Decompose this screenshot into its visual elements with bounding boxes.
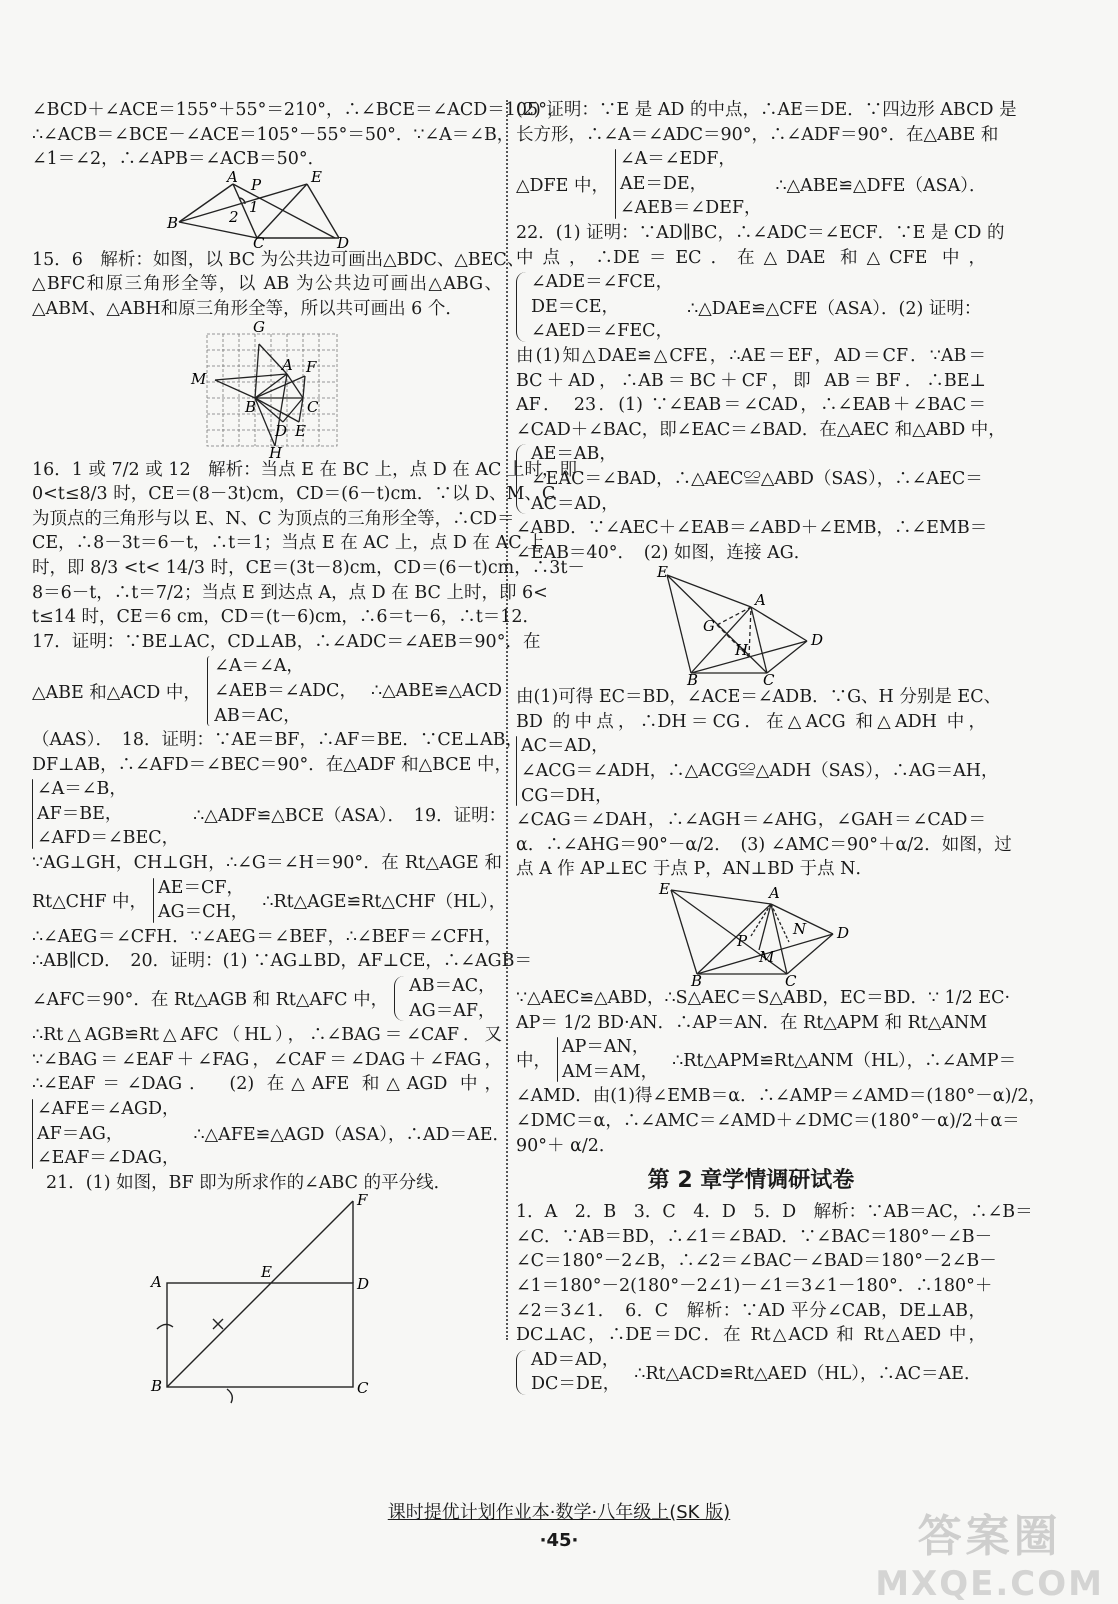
text-line: （AAS）． 18．证明：∵AE＝BF，∴AF＝BE．∵CE⊥AB， [32, 730, 523, 751]
fig-label: F [306, 357, 317, 376]
text-line: △BFC和原三角形全等，以 AB 为公共边可画出△ABG、 [32, 274, 502, 295]
fig-label: A [282, 355, 293, 374]
condition: AP＝AN， [562, 1037, 650, 1058]
figure-21 [147, 1191, 387, 1398]
text-line: 由(1)知△DAE≌△CFE，∴AE＝EF，AD＝CF．∵AB＝ [516, 345, 986, 366]
fig-label: C [253, 233, 265, 252]
text-line: ∵△AEC≌△ABD，∴S△AEC＝S△ABD，EC＝BD．∵ 1/2 EC· [516, 988, 1011, 1009]
text-fragment: △DFE 中， [516, 175, 609, 196]
equation-system [516, 442, 986, 516]
text-line: ∵AG⊥GH，CH⊥GH，∴∠G＝∠H＝90°．在 Rt△AGE 和 [32, 853, 502, 874]
condition: AB＝AC， [214, 705, 301, 726]
fig-label: E [311, 167, 322, 186]
conclusion: ∴△ADF≌△BCE（ASA）． 19．证明： [193, 805, 507, 826]
text-line: △ABM、△ABH和原三角形全等，所以共可画出 6 个． [32, 298, 463, 319]
text-line: α．∴∠AHG＝90°－α/2． (3) ∠AMC＝90°＋α/2．如图，过 [516, 834, 1012, 855]
equation-system [32, 777, 507, 851]
condition: ∠AFD＝∠BEC， [37, 828, 180, 849]
equation-system [32, 876, 507, 925]
text-line: 时，即 8/3 <t< 14/3 时，CE＝(3t－8)cm，CD＝(6－t)cm，∴3t－ [32, 557, 585, 578]
watermark-logo [875, 1500, 1104, 1604]
fig-label: D [357, 1275, 370, 1294]
text-line: 90°＋ α/2． [516, 1135, 617, 1156]
fig-label: D [275, 421, 288, 440]
condition: AG＝CH， [158, 902, 249, 923]
fig-label: C [763, 671, 775, 690]
section-title: 第 2 章学情调研试卷 [647, 1168, 855, 1194]
fig-label: B [151, 1377, 163, 1396]
text-line: ∠BCD＋∠ACE＝155°＋55°＝210°，∴∠BCE＝∠ACD＝105°， [32, 100, 565, 120]
brace [516, 272, 527, 342]
condition: ∠AFE＝∠AGD， [37, 1099, 180, 1119]
condition: AM＝AM， [562, 1061, 659, 1082]
conclusion: ∴Rt△ACD≌Rt△AED（HL），∴AC＝AE． [634, 1363, 982, 1384]
text-line: 点 A 作 AP⊥EC 于点 P，AN⊥BD 于点 N． [516, 859, 873, 880]
text-line: DC⊥AC，∴DE＝DC．在 Rt△ACD 和 Rt△AED 中， [516, 1325, 986, 1346]
brace [153, 878, 154, 923]
condition: AC＝AD， [531, 493, 619, 514]
text-line: ∵∠BAG＝∠EAF＋∠FAG，∠CAF＝∠DAG＋∠FAG， [32, 1049, 502, 1070]
text-line: (2) 证明：∵E 是 AD 的中点，∴AE＝DE．∵四边形 ABCD 是 [516, 100, 1017, 120]
condition: AE＝DE， [619, 173, 708, 194]
condition: AD＝AD， [531, 1349, 620, 1370]
text-line: 1．A 2．B 3．C 4．D 5．D 解析：∵AB＝AC，∴∠B＝ [516, 1202, 1033, 1223]
equation-system [516, 147, 986, 221]
equation-system [32, 654, 502, 728]
conclusion: ∴Rt△AGE≌Rt△CHF（HL）， [262, 891, 507, 912]
fig-label: D [811, 631, 824, 650]
fig-label: B [167, 213, 179, 232]
fig-label: D [337, 233, 350, 252]
brace [516, 444, 527, 514]
equation-system [516, 1348, 986, 1397]
fig-label: C [307, 397, 319, 416]
text-line: CE，∴8－3t＝6－t，∴t＝1；当点 E 在 AC 上，点 D 在 AC 上 [32, 533, 545, 554]
equation-system [32, 974, 502, 1023]
brace [32, 1099, 33, 1169]
text-line: ∴Rt△AGB≌Rt△AFC（HL），∴∠BAG＝∠CAF．又 [32, 1025, 502, 1046]
condition: DC＝DE， [531, 1374, 621, 1395]
condition: ∠AEB＝∠ADC， [214, 680, 357, 701]
fig-label: E [295, 421, 306, 440]
text-line: AF． 23．(1) ∵∠EAB＝∠CAD，∴∠EAB＋∠BAC＝ [516, 395, 986, 416]
text-fragment: 中， [516, 1051, 551, 1072]
condition: AB＝AC， [409, 976, 496, 997]
equation-system [32, 1097, 511, 1171]
text-line: ∠DMC＝α，∴∠AMC＝∠AMD＋∠DMC＝(180°－α)/2＋α＝ [516, 1111, 1020, 1131]
condition: AC＝AD， [521, 736, 609, 757]
conclusion: ∴Rt△APM≌Rt△ANM（HL），∴∠AMP＝ [672, 1051, 1017, 1072]
figure-23a [651, 563, 851, 690]
fig-label: B [691, 972, 703, 991]
condition: ∠A＝∠EDF， [619, 149, 736, 170]
brace [32, 779, 33, 849]
text-line: BC＋AD，∴AB＝BC＋CF，即 AB＝BF．∴BE⊥ [516, 370, 986, 391]
condition: DE＝CE， [531, 296, 619, 317]
fig-label: D [837, 924, 850, 943]
text-line: ∠1＝180°－2(180°－2∠1)－∠1＝3∠1－180°．∴180°＋ [516, 1275, 993, 1296]
page-number: ·45· [539, 1530, 579, 1551]
figure-15-grid [187, 317, 347, 462]
text-line: 16．1 或 7/2 或 12 解析：当点 E 在 BC 上，点 D 在 AC 上时，即 [32, 459, 577, 480]
fig-label: E [261, 1263, 272, 1282]
condition: AF＝AG， [37, 1123, 124, 1144]
brace [207, 656, 210, 726]
condition: AE＝AB， [531, 444, 617, 465]
book-title: 课时提优计划作业本·数学·八年级上(SK 版) [387, 1502, 731, 1523]
fig-label: M [191, 369, 207, 388]
text-line: 长方形，∴∠A＝∠ADC＝90°，∴∠ADF＝90°．在△ABE 和 [516, 124, 999, 145]
brace [615, 149, 616, 219]
column-divider [506, 100, 508, 1340]
condition: ∠ADE＝∠FCE， [531, 272, 674, 293]
text-line: BD 的中点，∴DH＝CG．在△ACG 和△ADH 中， [516, 711, 986, 732]
fig-label: A [755, 591, 766, 610]
text-line: ∠C．∵AB＝BD，∴∠1＝∠BAD．∵∠BAC＝180°－∠B－ [516, 1226, 993, 1247]
fig-label: B [245, 397, 257, 416]
text-line: ∴∠ACB＝∠BCE－∠ACE＝105°－55°＝50°．∵∠A＝∠B， [32, 124, 515, 145]
fig-label: B [687, 671, 699, 690]
condition: ∠A＝∠B， [37, 779, 127, 800]
fig-label: E [657, 563, 668, 582]
text-line: AP＝ 1/2 BD·AN．∴AP＝AN．在 Rt△APM 和 Rt△ANM [516, 1012, 988, 1033]
fig-label: C [785, 972, 797, 991]
watermark-text: 答案圈 [917, 1511, 1062, 1562]
fig-label: P [251, 175, 262, 194]
equation-system [516, 734, 999, 808]
text-line: ∠C＝180°－2∠B，∴∠2＝∠BAC－∠BAD＝180°－2∠B－ [516, 1251, 997, 1272]
brace [516, 1350, 527, 1395]
text-line: ∴∠EAF＝∠DAG． (2) 在△AFE 和△AGD 中， [32, 1074, 502, 1095]
text-line: t≤14 时，CE＝6 cm，CD＝(t－6)cm，∴6＝t－6，∴t＝12． [32, 607, 541, 628]
condition: ∠ACG＝∠ADH，∴△ACG≌△ADH（SAS），∴AG＝AH， [521, 761, 999, 782]
fig-label: 1 [249, 197, 259, 216]
text-line: ∴∠AEG＝∠CFH．∵∠AEG＝∠BEF，∴∠BEF＝∠CFH， [32, 926, 502, 947]
figure-23b [641, 880, 861, 991]
equation-system [516, 1035, 1017, 1084]
fig-label: N [793, 920, 807, 939]
condition: ∠EAF＝∠DAG， [37, 1148, 180, 1169]
text-line: ∠EAB＝40°． (2) 如图，连接 AG． [516, 542, 812, 563]
watermark-url: MXQE.COM [875, 1564, 1104, 1604]
fig-label: A [151, 1273, 162, 1292]
conclusion: ∴△DAE≌△CFE（ASA）．(2) 证明： [687, 298, 982, 319]
fig-label: P [737, 932, 748, 951]
condition: ∠AEB＝∠DEF， [619, 198, 762, 219]
fig-label: 2 [229, 207, 239, 226]
text-line: ∴AB∥CD． 20．证明：(1) ∵AG⊥BD，AF⊥CE，∴∠AGB＝ [32, 951, 533, 972]
text-line: 中点，∴DE＝EC．在△DAE 和△CFE 中， [516, 247, 986, 268]
fig-label: A [769, 884, 780, 903]
brace [394, 976, 405, 1021]
condition: ∠AED＝∠FEC， [531, 321, 674, 342]
conclusion: ∴△AFE≌△AGD（ASA），∴AD＝AE． [193, 1125, 511, 1146]
text-line: 22．(1) 证明：∵AD∥BC，∴∠ADC＝∠ECF．∵E 是 CD 的 [516, 222, 1005, 243]
conclusion: ∴△ABE≌△ACD [370, 681, 502, 702]
text-line: 8＝6－t，∴t＝7/2；当点 E 到达点 A，点 D 在 BC 上时，即 6< [32, 582, 548, 603]
condition: AG＝AF， [409, 1000, 496, 1021]
fig-label: F [357, 1191, 368, 1210]
fig-label: G [253, 317, 265, 336]
brace [557, 1037, 558, 1082]
text-line: 17．证明：∵BE⊥AC，CD⊥AB，∴∠ADC＝∠AEB＝90°．在 [32, 631, 541, 652]
fig-label: H [269, 443, 283, 462]
text-line: 由(1)可得 EC＝BD，∠ACE＝∠ADB．∵G、H 分别是 EC、 [516, 687, 1002, 708]
fig-label: A [227, 167, 238, 186]
brace [516, 736, 517, 806]
condition: AF＝BE， [37, 803, 123, 824]
text-line: ∠ABD．∵∠AEC＋∠EAB＝∠ABD＋∠EMB，∴∠EMB＝ [516, 518, 988, 539]
text-line: 15．6 解析：如图，以 BC 为公共边可画出△BDC、△BEC、 [32, 249, 525, 270]
right-column [516, 98, 1046, 1397]
conclusion: ∴△ABE≌△DFE（ASA）． [775, 175, 987, 196]
text-line: ∠2＝3∠1． 6．C 解析：∵AD 平分∠CAB，DE⊥AB， [516, 1300, 986, 1321]
text-line: DF⊥AB，∴∠AFD＝∠BEC＝90°．在△ADF 和△BCE 中， [32, 754, 513, 775]
text-line: ∠CAG＝∠DAH，∴∠AGH＝∠AHG，∠GAH＝∠CAD＝ [516, 810, 986, 831]
text-fragment: △ABE 和△ACD 中， [32, 682, 201, 703]
condition: CG＝DH， [521, 785, 613, 806]
text-fragment: Rt△CHF 中， [32, 891, 148, 912]
condition: AE＝CF， [158, 877, 244, 898]
text-line: 为顶点的三角形与以 E、N、C 为顶点的三角形全等，∴CD＝ [32, 508, 515, 529]
equation-system [516, 270, 986, 344]
condition: ∠EAC＝∠BAD，∴△AEC≌△ABD（SAS），∴∠AEC＝ [531, 468, 983, 489]
text-line: ∠AMD．由(1)得∠EMB＝α．∴∠AMP＝∠AMD＝(180°－α)/2， [516, 1086, 1046, 1107]
text-line: ∠CAD＋∠BAC，即∠EAC＝∠BAD．在△AEC 和△ABD 中， [516, 419, 1006, 440]
fig-label: H [735, 641, 749, 660]
condition: ∠A＝∠A， [214, 656, 304, 677]
figure-14 [167, 167, 367, 252]
fig-label: M [759, 948, 775, 967]
fig-label: C [357, 1379, 369, 1398]
text-line: 21．(1) 如图，BF 即为所求作的∠ABC 的平分线． [46, 1172, 452, 1193]
fig-label: G [703, 617, 715, 636]
text-line: ∠1＝∠2，∴∠APB＝∠ACB＝50°． [32, 149, 326, 170]
text-line: 0<t≤8/3 时，CE＝(8－3t)cm，CD＝(6－t)cm．∵以 D、M、C [32, 484, 556, 505]
fig-label: E [659, 880, 670, 899]
text-fragment: ∠AFC＝90°．在 Rt△AGB 和 Rt△AFC 中， [32, 990, 389, 1011]
